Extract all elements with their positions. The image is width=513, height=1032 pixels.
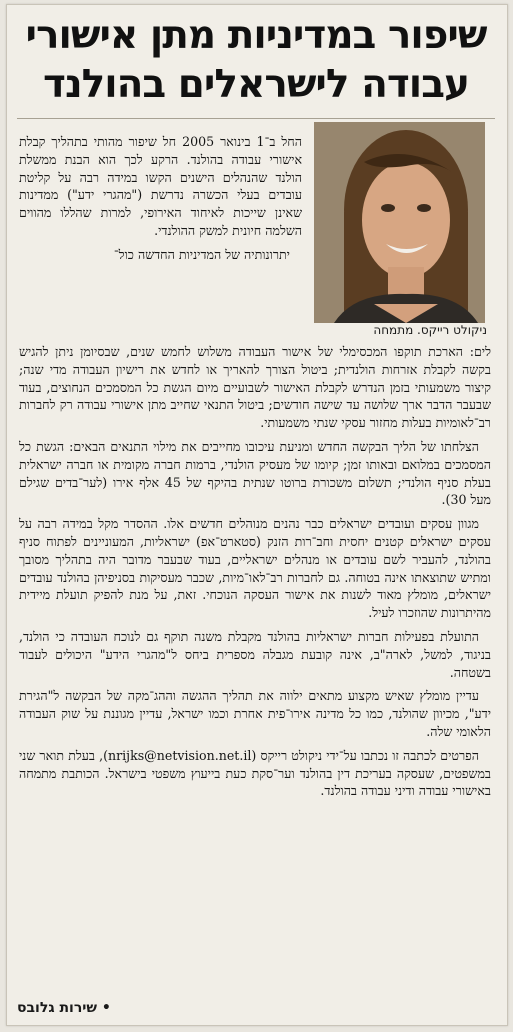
author-photo	[314, 122, 485, 323]
body-paragraph-3: מגוון עסקים ועובדים ישראלים כבר נהנים מנוהלים חדשים אלו. ההסדר מקל במידה רבה על עסקים ישראלים קטנים יחסית וחב־רות הזנק (סטארט־אפ) ישראליות, המעוניינים לפתוח סניף בהולנד, להעביר לשם עובדים או מנהלים ישראליים, בעוד שבעבר מדובר היה בתהליך מסובך ומתיש שתוצאתו אינה בטוחה. גם לחברות רב־לאו־מיות, שכבר מעסיקות בסניפיהן בהולנד עובדים ישראלים, מומלץ מאוד לשנות את אישור העסקה הנוכחי. זאת, על מנת להפיק תועלת מיידית מהיתרונות שהוזכרו לעיל.	[19, 516, 491, 621]
article-body	[19, 343, 491, 1003]
body-paragraph-6: הפרטים לכתבה זו נכתבו על־ידי ניקולט רייקס (nrijks@netvision.net.il), בעלת תואר שני במשפטים, שעסקה בעריכת דין בהולנד וער־סקת כעת בייעוץ משפטי בישראל. הכותבת מתמחה באישורי עבודה ודיני עבודה בהולנד.	[19, 747, 491, 799]
body-paragraph-2: הצלחתו של הליך הבקשה החדש ומניעת עיכובו מחייבים את מילוי התנאים הבאים: הגשת כל המסמכים במלואם ובאותו זמן; קיומו של מעסיק הולנדי, ברמות חברה מקומית או חברה ישראלית בעלת סניף הולנדי; תשלום משכורת ברוטו שנתית בהיקף של 45 אלף אירו (לער־בדים שגילם מעל 30).	[19, 438, 491, 508]
bullet-icon: •	[101, 1000, 111, 1016]
portrait-image	[314, 122, 485, 323]
intro-paragraph-2: יתרונותיה של המדיניות החדשה כול־	[113, 246, 290, 262]
headline-divider	[17, 118, 495, 119]
body-paragraph-4: התועלת בפעילות חברות ישראליות בהולנד מקבלת משנה תוקף גם לנוכח העובדה כי הולנד, בניגוד, למשל, לארה"ב, אינה קובעת מגבלה מספרית ביחס ל"מהגרי הידע" היכולים לעבוד בשטחה.	[19, 628, 491, 680]
headline-line-2: עבודה לישראלים בהולנד	[43, 62, 469, 107]
headline-line-1: שיפור במדיניות מתן אישורי	[25, 13, 487, 58]
intro-paragraph-1: החל ב־1 בינואר 2005 חל שיפור מהותי בתהליך קבלת אישורי עבודה בהולנד. הרקע לכך הוא הבנת ממשלת הולנד שהנהלים הישנים הקשו במידה רבה על קליטת עובדים בעלי הכשרה נדרשת ("מהגרי ידע") ממדינות שאינן שייכות לאיחוד האירופי, למרות שהללו מהווים השלמה חיונית למשק ההולנדי.	[19, 134, 302, 238]
photo-caption: ניקולט רייקס. מתמחה	[373, 323, 487, 337]
body-paragraph-1: לים: הארכת תוקפו המכסימלי של אישור העבודה משלוש לחמש שנים, שבסיומן ניתן להגיש בקשה לקבלת אזרחות הולנדית; ביטול הצורך להאריך או לחדש את רישיון העבודה מדי שנה; קיצור משמעותי בזמן הנדרש לקבלת האישור לשבועיים מיום הגשת כל המסמכים הנחוצים, בעוד שבעבר הדבר ארך שלושה עד שישה חודשים; ביטול התנאי שחייב מתן אישורי עבודה רק לחברות רב־לאומיות בעלות מחזור עסקי שנתי משמעותי.	[19, 344, 491, 431]
source-name: שירות גלובס	[17, 1000, 97, 1016]
body-paragraph-5: עדיין מומלץ שאיש מקצוע מתאים ילווה את תהליך ההגשה וההג־מקה של הבקשה ל"הגירת ידע", מכיוון שהולנד, כמו כל מדינה אירו־פית אחרת וכמו ישראל, עדיין מגוננת על שוק העבודה הלאומי שלה.	[19, 688, 491, 739]
article-intro	[19, 133, 302, 343]
source-credit	[17, 1000, 217, 1016]
headline	[21, 11, 491, 109]
newspaper-clipping	[6, 4, 508, 1026]
